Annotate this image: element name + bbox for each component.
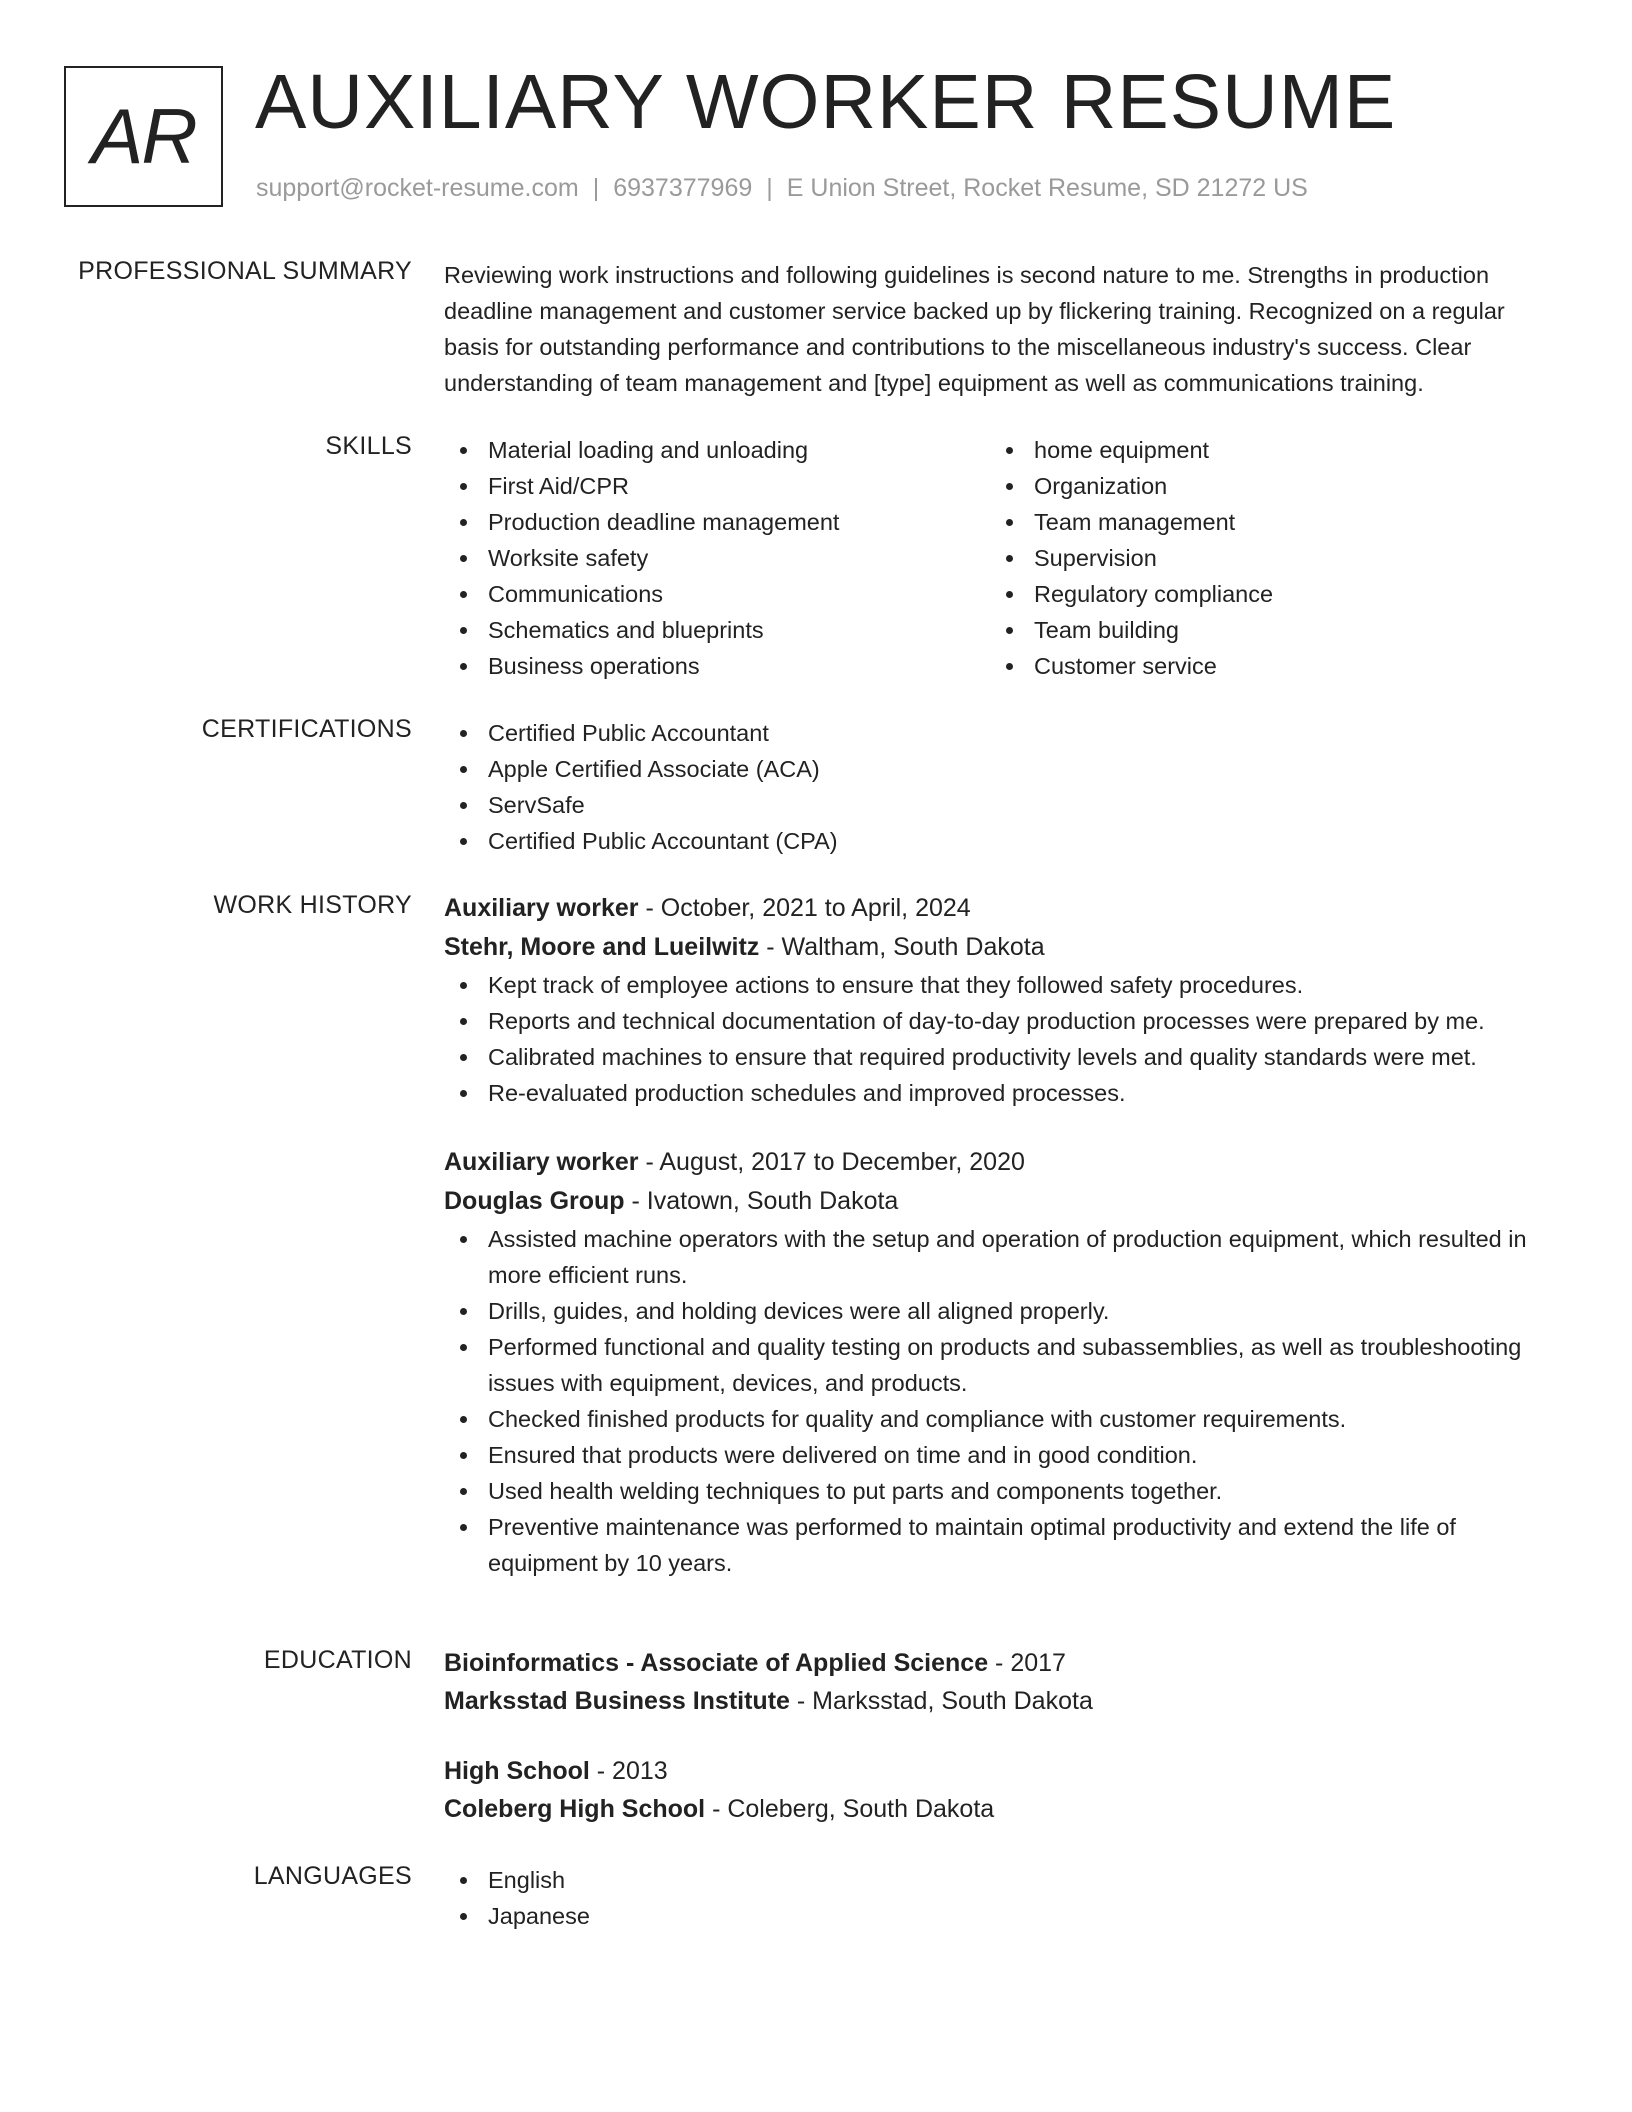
contact-line <box>256 174 1308 203</box>
job-duty: Reports and technical documentation of day-to-day production processes were prepared by me. <box>444 1003 1564 1039</box>
monogram-box <box>64 66 223 207</box>
job-dates: - August, 2017 to December, 2020 <box>638 1148 1025 1176</box>
contact-separator: | <box>592 174 600 202</box>
education-school-line <box>444 1790 1564 1828</box>
certification-item: ServSafe <box>444 787 1564 823</box>
job-duty: Re-evaluated production schedules and improved processes. <box>444 1075 1564 1111</box>
skill-item: Material loading and unloading <box>444 432 990 468</box>
education-location: - Marksstad, South Dakota <box>789 1687 1093 1715</box>
certification-item: Apple Certified Associate (ACA) <box>444 751 1564 787</box>
certification-item: Certified Public Accountant <box>444 715 1564 751</box>
job-location: - Ivatown, South Dakota <box>624 1187 899 1215</box>
job-duties-list <box>444 1221 1564 1581</box>
job-dates: - October, 2021 to April, 2024 <box>638 894 971 922</box>
job-company: Douglas Group <box>444 1187 625 1215</box>
education-entry <box>444 1644 1564 1720</box>
job-title-line <box>444 889 1564 928</box>
skill-item: Team management <box>990 504 1536 540</box>
education-location: - Coleberg, South Dakota <box>705 1795 995 1823</box>
skill-item: Production deadline management <box>444 504 990 540</box>
monogram-initials: AR <box>91 92 196 180</box>
summary-heading: PROFESSIONAL SUMMARY <box>78 257 412 285</box>
contact-email: support@rocket-resume.com <box>256 174 579 202</box>
contact-phone: 6937377969 <box>613 174 753 202</box>
skills-heading: SKILLS <box>325 432 412 460</box>
education-heading: EDUCATION <box>263 1646 412 1674</box>
summary-body <box>444 257 1564 401</box>
contact-separator: | <box>766 174 773 202</box>
skill-item: Schematics and blueprints <box>444 612 990 648</box>
job-duty: Calibrated machines to ensure that required productivity levels and quality standards were met. <box>444 1039 1564 1075</box>
skill-item: Communications <box>444 576 990 612</box>
language-item: Japanese <box>444 1898 1564 1934</box>
job-duties-list <box>444 967 1564 1111</box>
languages-list <box>444 1862 1564 1934</box>
skills-list-left <box>444 432 990 684</box>
summary-text: Reviewing work instructions and following guidelines is second nature to me. Strengths in production deadline management and customer service backed up by flickering training. Recognized on a regular basis for outstanding performance and contributions to the miscellaneous industry's success. Clear understanding of team management and [type] equipment as well as communications training. <box>444 262 1505 396</box>
job-company: Stehr, Moore and Lueilwitz <box>444 933 760 961</box>
skill-item: Team building <box>990 612 1536 648</box>
work-history-heading: WORK HISTORY <box>213 891 412 919</box>
skill-item: Organization <box>990 468 1536 504</box>
skills-body <box>444 432 1564 684</box>
job-entry <box>444 889 1564 1111</box>
job-entry <box>444 1143 1564 1581</box>
skill-item: home equipment <box>990 432 1536 468</box>
work-history-body <box>444 889 1564 1581</box>
certifications-heading: CERTIFICATIONS <box>201 715 412 743</box>
education-degree: Bioinformatics - Associate of Applied Science <box>444 1649 989 1677</box>
job-duty: Used health welding techniques to put parts and components together. <box>444 1473 1564 1509</box>
education-degree: High School <box>444 1757 590 1785</box>
job-location: - Waltham, South Dakota <box>759 933 1045 961</box>
certifications-body <box>444 715 1564 859</box>
certification-item: Certified Public Accountant (CPA) <box>444 823 1564 859</box>
education-school: Marksstad Business Institute <box>444 1687 790 1715</box>
education-year: - 2017 <box>988 1649 1066 1677</box>
job-duty: Kept track of employee actions to ensure that they followed safety procedures. <box>444 967 1564 1003</box>
skill-item: Worksite safety <box>444 540 990 576</box>
job-duty: Checked finished products for quality and compliance with customer requirements. <box>444 1401 1564 1437</box>
contact-address: E Union Street, Rocket Resume, SD 21272 US <box>786 174 1308 202</box>
skill-item: First Aid/CPR <box>444 468 990 504</box>
skill-item: Regulatory compliance <box>990 576 1536 612</box>
certifications-list <box>444 715 1564 859</box>
job-company-line <box>444 928 1564 967</box>
education-year: - 2013 <box>589 1757 668 1785</box>
job-title-line <box>444 1143 1564 1182</box>
job-duty: Performed functional and quality testing on products and subassemblies, as well as troubleshooting issues with equipment, devices, and products. <box>444 1329 1564 1401</box>
resume-title: AUXILIARY WORKER RESUME <box>255 59 1397 145</box>
job-duty: Drills, guides, and holding devices were all aligned properly. <box>444 1293 1564 1329</box>
education-entry <box>444 1752 1564 1828</box>
job-duty: Ensured that products were delivered on time and in good condition. <box>444 1437 1564 1473</box>
education-degree-line <box>444 1752 1564 1790</box>
education-school: Coleberg High School <box>444 1795 706 1823</box>
job-title: Auxiliary worker <box>444 1148 639 1176</box>
education-body <box>444 1644 1564 1828</box>
job-title: Auxiliary worker <box>444 894 639 922</box>
skill-item: Customer service <box>990 648 1536 684</box>
language-item: English <box>444 1862 1564 1898</box>
education-degree-line <box>444 1644 1564 1682</box>
skill-item: Business operations <box>444 648 990 684</box>
job-duty: Preventive maintenance was performed to maintain optimal productivity and extend the life of equipment by 10 years. <box>444 1509 1564 1581</box>
skills-list-right <box>990 432 1536 684</box>
job-company-line <box>444 1182 1564 1221</box>
job-duty: Assisted machine operators with the setup and operation of production equipment, which resulted in more efficient runs. <box>444 1221 1564 1293</box>
education-school-line <box>444 1682 1564 1720</box>
skill-item: Supervision <box>990 540 1536 576</box>
languages-body <box>444 1862 1564 1934</box>
languages-heading: LANGUAGES <box>253 1862 412 1890</box>
